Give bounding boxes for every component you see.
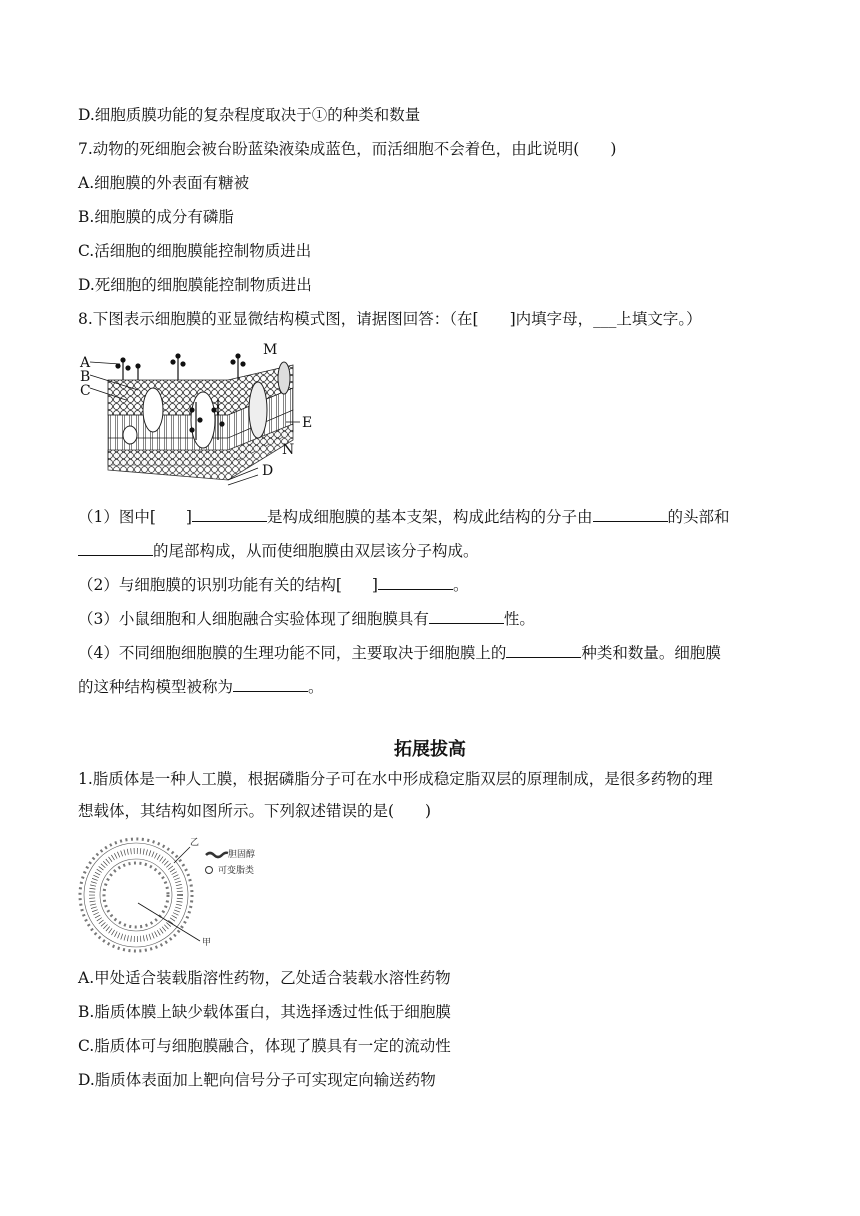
label-yi: 乙 xyxy=(190,838,200,848)
label-e: E xyxy=(302,415,313,431)
answer-blank[interactable] xyxy=(192,505,267,522)
ext-question-1-stem-2: 想载体，其结构如图所示。下列叙述错误的是( ) xyxy=(78,802,432,820)
q8-part2: （2）与细胞膜的识别功能有关的结构[ ] 。 xyxy=(78,573,469,596)
answer-blank[interactable] xyxy=(78,539,153,556)
question-7-option-c: C.活细胞的细胞膜能控制物质进出 xyxy=(78,242,312,260)
question-7-option-a: A.细胞膜的外表面有糖被 xyxy=(78,174,250,192)
question-7-stem: 7.动物的死细胞会被台盼蓝染液染成蓝色，而活细胞不会着色，由此说明( ) xyxy=(78,140,617,158)
label-c: C xyxy=(80,383,91,399)
answer-blank[interactable] xyxy=(593,505,668,522)
q8-part4-line2: 的这种结构模型被称为 。 xyxy=(78,675,324,698)
question-7-option-b: B.细胞膜的成分有磷脂 xyxy=(78,208,234,226)
question-8-stem: 8.下图表示细胞膜的亚显微结构模式图，请据图回答：（在[ ]内填字母，___上填文字。） xyxy=(78,310,702,328)
answer-blank[interactable] xyxy=(233,675,308,692)
ext-question-1-option-c: C.脂质体可与细胞膜融合，体现了膜具有一定的流动性 xyxy=(78,1037,451,1055)
label-jia: 甲 xyxy=(202,938,212,948)
label-m: M xyxy=(263,342,278,358)
label-a: A xyxy=(80,355,91,371)
question-7-option-d: D.死细胞的细胞膜能控制物质进出 xyxy=(78,276,312,294)
legend-cholesterol: 胆固醇 xyxy=(228,850,256,860)
ext-question-1-stem-1: 1.脂质体是一种人工膜，根据磷脂分子可在水中形成稳定脂双层的原理制成，是很多药物的理 xyxy=(78,770,713,788)
ext-question-1-option-d: D.脂质体表面加上靶向信号分子可实现定向输送药物 xyxy=(78,1071,436,1089)
liposome-figure xyxy=(78,833,288,955)
q8-part1-line2: 的尾部构成，从而使细胞膜由双层该分子构成。 xyxy=(78,539,479,562)
legend-variable-lipid: 可变脂类 xyxy=(218,866,255,876)
ext-question-1-option-a: A.甲处适合装载脂溶性药物，乙处适合装载水溶性药物 xyxy=(78,969,451,987)
answer-blank[interactable] xyxy=(506,641,581,658)
cell-membrane-figure xyxy=(78,340,318,495)
section-title: 拓展拔高 xyxy=(394,739,466,760)
q8-part4-line1: （4）不同细胞细胞膜的生理功能不同，主要取决于细胞膜上的 种类和数量。细胞膜 xyxy=(78,641,721,664)
answer-blank[interactable] xyxy=(378,573,453,590)
label-d: D xyxy=(262,463,274,479)
label-n: N xyxy=(282,442,295,458)
q8-part3: （3）小鼠细胞和人细胞融合实验体现了细胞膜具有 性。 xyxy=(78,607,535,630)
ext-question-1-option-b: B.脂质体膜上缺少载体蛋白，其选择透过性低于细胞膜 xyxy=(78,1003,451,1021)
q8-part1-line1: （1）图中[ ] 是构成细胞膜的基本支架，构成此结构的分子由 的头部和 xyxy=(78,505,730,528)
question-6-option-d: D.细胞质膜功能的复杂程度取决于①的种类和数量 xyxy=(78,106,421,124)
answer-blank[interactable] xyxy=(429,607,504,624)
label-b: B xyxy=(80,369,91,385)
